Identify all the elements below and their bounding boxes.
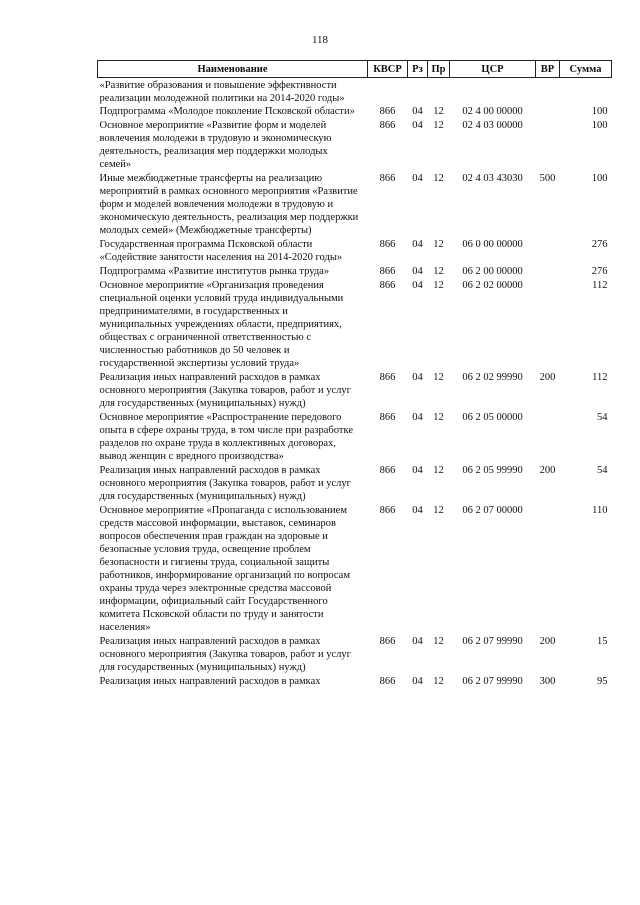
cell-csr: 06 2 00 00000 [462, 266, 523, 277]
cell-pr: 12 [433, 465, 444, 476]
header-name: Наименование [98, 61, 368, 78]
cell-rz: 04 [412, 239, 423, 250]
cell-sum: 110 [592, 505, 608, 516]
cell-vr [536, 265, 560, 279]
cell-pr: 12 [433, 106, 444, 117]
cell-name: Подпрограмма «Молодое поколение Псковской области» [99, 106, 355, 117]
table-row [98, 238, 612, 265]
cell-name: Реализация иных направлений расходов в рамках основного мероприятия (Закупка товаров, работ и услуг для государственных (муниципальных) нужд) [99, 636, 351, 673]
header-csr: ЦСР [450, 61, 536, 78]
cell-vr [536, 119, 560, 172]
cell-pr: 12 [433, 120, 444, 131]
cell-rz: 04 [412, 465, 423, 476]
cell-sum: 100 [591, 120, 608, 131]
cell-csr: 06 0 00 00000 [462, 239, 523, 250]
cell-csr: 06 2 02 99990 [462, 372, 523, 383]
cell-sum: 100 [591, 106, 608, 117]
cell-sum: 100 [591, 173, 608, 184]
table-header-row [98, 61, 612, 78]
cell-vr [536, 238, 560, 265]
cell-name: «Развитие образования и повышение эффективности реализации молодежной политики на 2014-2020 годы» [99, 80, 345, 104]
table-body [98, 78, 612, 690]
cell-pr: 12 [433, 372, 444, 383]
cell-pr [428, 78, 450, 106]
cell-pr: 12 [433, 505, 444, 516]
cell-kvsr: 866 [379, 372, 396, 383]
cell-kvsr: 866 [379, 173, 396, 184]
cell-name: Основное мероприятие «Распространение передового опыта в сфере охраны труда, в том числе при разработке разделов по охране труда в коллективных договорах, вывод женщин с вредного производства» [99, 412, 353, 462]
header-pr: Пр [428, 61, 450, 78]
table-row [98, 635, 612, 675]
cell-sum: 54 [597, 465, 608, 476]
cell-csr: 02 4 03 43030 [462, 173, 523, 184]
cell-kvsr: 866 [379, 106, 396, 117]
cell-sum: 112 [592, 372, 608, 383]
table-row [98, 105, 612, 119]
cell-csr: 06 2 07 00000 [462, 505, 523, 516]
cell-csr [450, 78, 536, 106]
header-vr: ВР [536, 61, 560, 78]
table-row [98, 504, 612, 635]
cell-sum: 112 [592, 280, 608, 291]
cell-kvsr: 866 [379, 465, 396, 476]
cell-kvsr: 866 [379, 505, 396, 516]
cell-pr: 12 [433, 266, 444, 277]
cell-rz: 04 [412, 412, 423, 423]
cell-rz: 04 [412, 676, 423, 687]
cell-rz: 04 [412, 173, 423, 184]
table-row [98, 265, 612, 279]
cell-vr: 300 [539, 676, 556, 687]
cell-vr [536, 504, 560, 635]
cell-name: Подпрограмма «Развитие институтов рынка труда» [99, 266, 330, 277]
cell-rz: 04 [412, 372, 423, 383]
cell-name: Основное мероприятие «Организация проведения специальной оценки условий труда индивидуальными предпринимателями, в государственных и муниципальных учреждениях области, предприятиях, обществах с ограниченной ответственностью с численностью работников до 50 человек и государственной экспертизы условий труда» [99, 280, 344, 369]
cell-pr: 12 [433, 239, 444, 250]
header-sum: Сумма [560, 61, 612, 78]
table-row [98, 411, 612, 464]
cell-rz: 04 [412, 106, 423, 117]
cell-csr: 06 2 05 00000 [462, 412, 523, 423]
cell-rz: 04 [412, 505, 423, 516]
cell-kvsr: 866 [379, 120, 396, 131]
cell-vr: 200 [539, 465, 556, 476]
cell-kvsr: 866 [379, 280, 396, 291]
cell-vr [536, 78, 560, 106]
header-rz: Рз [408, 61, 428, 78]
cell-csr: 06 2 05 99990 [462, 465, 523, 476]
cell-vr [536, 105, 560, 119]
cell-name: Иные межбюджетные трансферты на реализацию мероприятий в рамках основного мероприятия «Развитие форм и моделей вовлечения молодежи в трудовую и экономическую деятельность, реализация мер поддержки молодых семей» (Межбюджетные трансферты) [99, 173, 359, 236]
cell-vr: 200 [539, 372, 556, 383]
cell-sum: 276 [591, 239, 608, 250]
cell-kvsr: 866 [379, 412, 396, 423]
cell-pr: 12 [433, 280, 444, 291]
cell-rz: 04 [412, 636, 423, 647]
cell-csr: 06 2 02 00000 [462, 280, 523, 291]
cell-pr: 12 [433, 412, 444, 423]
cell-kvsr: 866 [379, 239, 396, 250]
cell-sum: 54 [597, 412, 608, 423]
cell-csr: 06 2 07 99990 [462, 636, 523, 647]
budget-table [97, 60, 612, 689]
page-number: 118 [311, 34, 329, 46]
cell-name: Государственная программа Псковской области «Содействие занятости населения на 2014-2020 годы» [99, 239, 343, 263]
cell-rz: 04 [412, 120, 423, 131]
cell-csr: 02 4 03 00000 [462, 120, 523, 131]
cell-vr [536, 411, 560, 464]
cell-pr: 12 [433, 173, 444, 184]
cell-pr: 12 [433, 636, 444, 647]
cell-csr: 02 4 00 00000 [462, 106, 523, 117]
cell-name: Реализация иных направлений расходов в рамках основного мероприятия (Закупка товаров, работ и услуг для государственных (муниципальных) нужд) [99, 465, 351, 502]
cell-name: Реализация иных направлений расходов в рамках основного мероприятия (Закупка товаров, работ и услуг для государственных (муниципальных) нужд) [99, 372, 351, 409]
cell-name: Реализация иных направлений расходов в рамках [99, 676, 321, 687]
cell-kvsr: 866 [379, 266, 396, 277]
cell-name: Основное мероприятие «Пропаганда с использованием средств массовой информации, выставок, семинаров вопросов обеспечения прав граждан на здоровые и безопасные условия труда, освещение проблем безопасности и гигиены труда, социальной защиты работников, информирование организаций по вопросам охраны труда через электронные средства массовой информации, официальный сайт Государственного комитета Псковской области по труду и занятости населения» [99, 505, 350, 633]
cell-kvsr [368, 78, 408, 106]
table-row [98, 279, 612, 371]
table-row [98, 119, 612, 172]
cell-kvsr: 866 [379, 636, 396, 647]
cell-sum [560, 78, 612, 106]
header-kvsr: КВСР [368, 61, 408, 78]
cell-sum: 276 [591, 266, 608, 277]
cell-rz [408, 78, 428, 106]
cell-sum: 15 [597, 636, 608, 647]
cell-rz: 04 [412, 266, 423, 277]
cell-vr: 200 [539, 636, 556, 647]
table-row [98, 172, 612, 238]
cell-kvsr: 866 [379, 676, 396, 687]
table-row [98, 464, 612, 504]
cell-pr: 12 [433, 676, 444, 687]
cell-vr [536, 279, 560, 371]
cell-name: Основное мероприятие «Развитие форм и моделей вовлечения молодежи в трудовую и экономическую деятельность, реализация мер поддержки молодых семей» [99, 120, 332, 170]
table-row [98, 675, 612, 689]
table-row [98, 371, 612, 411]
table-row [98, 78, 612, 106]
cell-sum: 95 [597, 676, 608, 687]
cell-csr: 06 2 07 99990 [462, 676, 523, 687]
cell-vr: 500 [539, 173, 556, 184]
cell-rz: 04 [412, 280, 423, 291]
